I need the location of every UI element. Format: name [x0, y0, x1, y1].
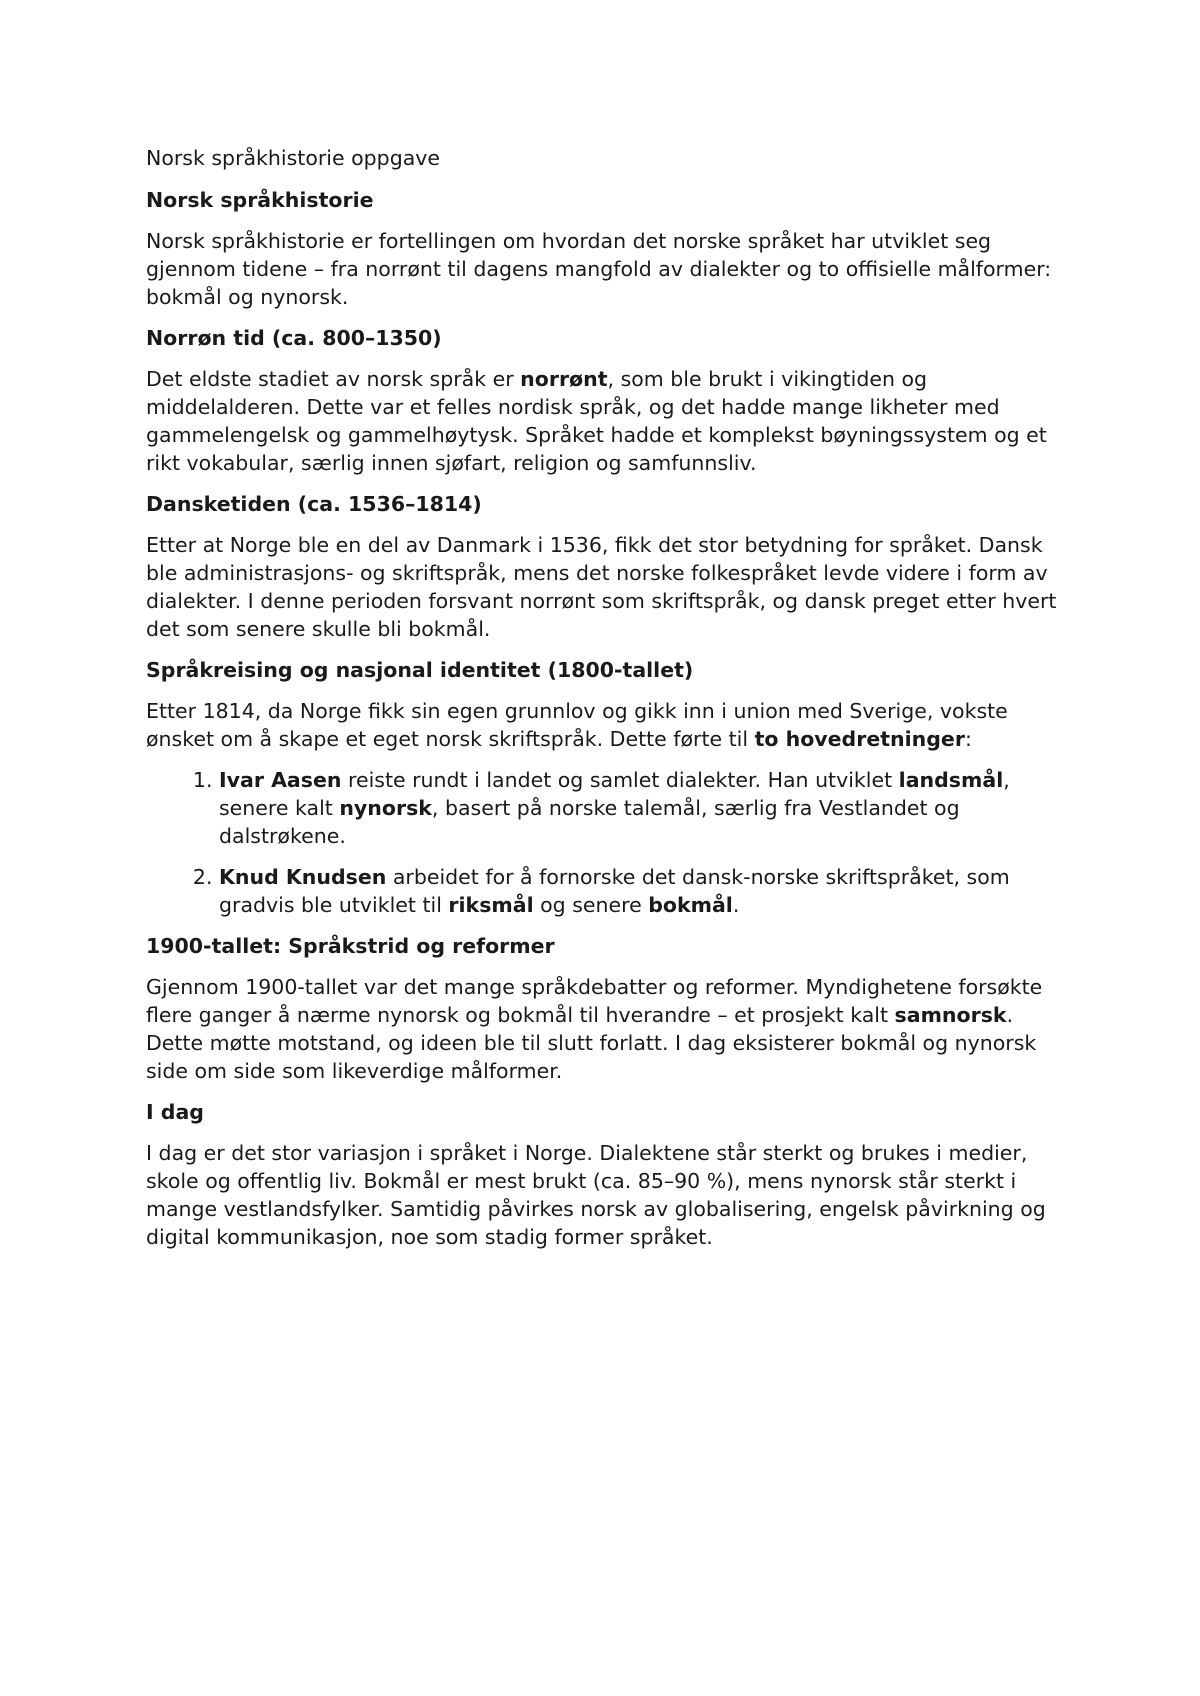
text-run: , basert på norske talemål, særlig fra Vestlandet og dalstrøkene.	[219, 796, 960, 848]
section-heading-sprakreising: Språkreising og nasjonal identitet (1800-tallet)	[146, 658, 694, 682]
section-paragraph-dansketiden: Etter at Norge ble en del av Danmark i 1536, fikk det stor betydning for språket. Dansk ble administrasjons- og skriftspråk, mens det norske folkespråket levde videre i form av dialekter. I denne perioden forsvant norrønt som skriftspråk, og dansk preget etter hvert det som senere skulle bli bokmål.	[146, 533, 1057, 641]
section-heading-1900-tallet: 1900-tallet: Språkstrid og reformer	[146, 934, 555, 958]
list-item	[219, 766, 1066, 850]
bold-term: nynorsk	[339, 796, 432, 820]
text-run: , senere kalt	[219, 768, 1010, 820]
text-run: , som ble brukt i vikingtiden og middelalderen. Dette var et felles nordisk språk, og det hadde mange likheter med gammelengelsk og gammelhøytysk. Språket hadde et komplekst bøyningssystem og et rikt vokabular, særlig innen sjøfart, religion og samfunnsliv.	[146, 367, 1047, 475]
section-heading-dansketiden: Dansketiden (ca. 1536–1814)	[146, 492, 482, 516]
list-item	[219, 863, 1066, 919]
text-run: reiste rundt i landet og samlet dialekter. Han utviklet	[341, 768, 899, 792]
numbered-list	[146, 766, 1066, 919]
section-heading-norron-tid: Norrøn tid (ca. 800–1350)	[146, 326, 442, 350]
bold-term: to hovedretninger	[754, 727, 965, 751]
document-page	[146, 144, 1066, 1264]
bold-term: norrønt	[520, 367, 608, 391]
bold-term: Knud Knudsen	[219, 865, 387, 889]
bold-term: landsmål	[898, 768, 1004, 792]
text-run: Etter 1814, da Norge fikk sin egen grunnlov og gikk inn i union med Sverige, vokste ønsket om å skape et eget norsk skriftspråk. Dette førte til	[146, 699, 1008, 751]
text-run: :	[964, 727, 972, 751]
bold-term: samnorsk	[894, 1003, 1007, 1027]
text-run: . Dette møtte motstand, og ideen ble til slutt forlatt. I dag eksisterer bokmål og nynorsk side om side som likeverdige målformer.	[146, 1003, 1037, 1083]
text-run: og senere	[533, 893, 649, 917]
intro-paragraph: Norsk språkhistorie er fortellingen om hvordan det norske språket har utviklet seg gjennom tidene – fra norrønt til dagens mangfold av dialekter og to offisielle målformer: bokmål og nynorsk.	[146, 229, 1052, 309]
bold-term: Ivar Aasen	[219, 768, 342, 792]
section-paragraph-1900-tallet	[146, 973, 1066, 1085]
section-paragraph-sprakreising	[146, 697, 1066, 753]
text-run: arbeidet for å fornorske det dansk-norske skriftspråket, som gradvis ble utviklet til	[219, 865, 1010, 917]
section-heading-i-dag: I dag	[146, 1100, 204, 1124]
section-paragraph-norron-tid	[146, 365, 1066, 477]
bold-term: riksmål	[448, 893, 534, 917]
bold-term: bokmål	[648, 893, 733, 917]
text-run: .	[732, 893, 740, 917]
document-title: Norsk språkhistorie oppgave	[146, 146, 441, 170]
text-run: Det eldste stadiet av norsk språk er	[146, 367, 521, 391]
section-paragraph-i-dag: I dag er det stor variasjon i språket i Norge. Dialektene står sterkt og brukes i medier, skole og offentlig liv. Bokmål er mest brukt (ca. 85–90 %), mens nynorsk står sterkt i mange vestlandsfylker. Samtidig påvirkes norsk av globalisering, engelsk påvirkning og digital kommunikasjon, noe som stadig former språket.	[146, 1141, 1046, 1249]
text-run: Gjennom 1900-tallet var det mange språkdebatter og reformer. Myndighetene forsøkte flere ganger å nærme nynorsk og bokmål til hverandre – et prosjekt kalt	[146, 975, 1043, 1027]
main-heading: Norsk språkhistorie	[146, 188, 374, 212]
